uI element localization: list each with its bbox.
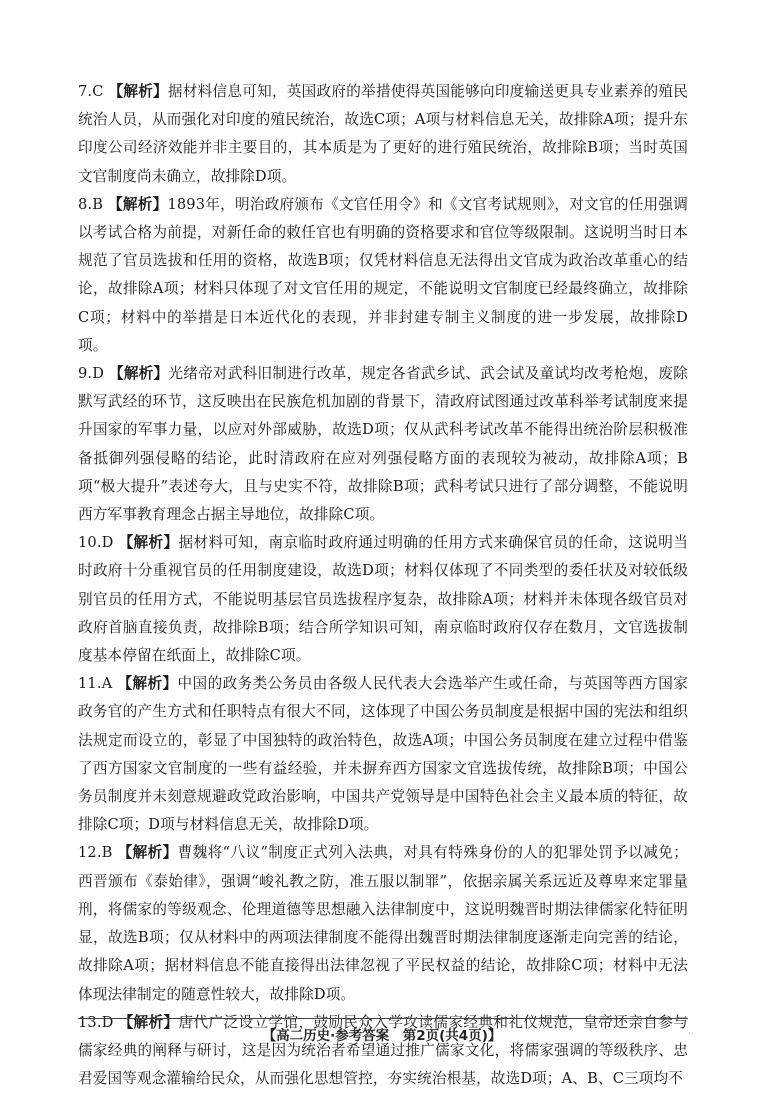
answer-number: 9.D xyxy=(78,365,105,383)
answer-text: 中国的政务类公务员由各级人民代表大会选举产生或任命，与英国等西方国家政务官的产生方式和任职特点有很大不同，这体现了中国公务员制度是根据中国的宪法和组织法规定而设立的，彰显了中国独特的政治特色，故选A项；中国公务员制度在建立过程中借鉴了西方国家文官制度的一些有益经验，并未摒弃西方国家文官选拔传统，故排除B项；中国公务员制度并未刻意规避政党政治影响，中国共产党领导是中国特色社会主义最本质的特征，故排除C项；D项与材料信息无关，故排除D项。 xyxy=(78,675,688,834)
analysis-tag: 【解析】 xyxy=(108,83,168,100)
answer-text: 据材料信息可知，英国政府的举措使得英国能够向印度输送更具专业素养的殖民统治人员，从而强化对印度的殖民统治，故选C项；A项与材料信息无关，故排除A项；提升东印度公司经济效能并非主要目的，其本质是为了更好的进行殖民统治，故排除B项；当时英国文官制度尚未确立，故排除D项。 xyxy=(78,83,688,185)
answer-number: 8.B xyxy=(78,195,104,213)
analysis-tag: 【解析】 xyxy=(118,534,179,552)
analysis-tag: 【解析】 xyxy=(118,1013,179,1031)
answer-number: 11.A xyxy=(78,675,113,693)
analysis-tag: 【解析】 xyxy=(108,195,168,213)
footer-text: 【高二历史·参考答案 第2页(共4页)】 xyxy=(262,1028,502,1044)
answer-text: 据材料可知，南京临时政府通过明确的任用方式来确保官员的任命，这说明当时政府十分重视官员的任用制度建设，故选D项；材料仅体现了不同类型的委任状及对较低级别官员的任用方式，不能说明基层官员选拔程序复杂，故排除A项；材料并未体现各级官员对政府首脑直接负责，故排除B项；结合所学知识可知，南京临时政府仅存在数月，文官选拔制度基本停留在纸面上，故排除C项。 xyxy=(78,534,688,665)
answer-item-12 xyxy=(78,839,688,1008)
answer-item-9 xyxy=(78,360,688,529)
answer-text: 1893年，明治政府颁布《文官任用令》和《文官考试规则》，对文官的任用强调以考试合格为前提，对新任命的敕任官也有明确的资格要求和官位等级限制。这说明当时日本规范了官员选拔和任用的资格，故选B项；仅凭材料信息无法得出文官成为政治改革重心的结论，故排除A项；材料只体现了对文官任用的规定，不能说明文官制度已经最终确立，故排除C项；材料中的举措是日本近代化的表现，并非封建专制主义制度的进一步发展，故排除D项。 xyxy=(78,195,688,354)
analysis-tag: 【解析】 xyxy=(108,365,169,383)
answer-item-13 xyxy=(78,1009,688,1093)
answer-number: 7.C xyxy=(78,83,104,100)
analysis-tag: 【解析】 xyxy=(117,675,178,693)
answer-text: 光绪帝对武科旧制进行改革，规定各省武乡试、武会试及童试均改考枪炮，废除默写武经的环节，这反映出在民族危机加剧的背景下，清政府试图通过改革科举考试制度来提升国家的军事力量，以应对外部威胁，故选D项；仅从武科考试改革不能得出统治阶层积极准备抵御列强侵略的结论，此时清政府在应对列强侵略方面的表现较为被动，故排除A项；B项“极大提升”表述夸大，且与史实不符，故排除B项；武科考试只进行了部分调整，不能说明西方军事教育理念占据主导地位，故排除C项。 xyxy=(78,365,688,524)
answer-text: 唐代广泛设立学馆，鼓励民众入学攻读儒家经典和礼仪规范，皇帝还亲自参与儒家经典的阐释与研讨，这是因为统治者希望通过推广儒家文化，将儒家强调的等级秩序、忠君爱国等观念灌输给民众，从而强化思想管控，夯实统治根基，故选D项；A、B、C三项均不 xyxy=(78,1013,688,1088)
footer-divider xyxy=(78,1018,688,1019)
answer-item-11 xyxy=(78,670,688,839)
answer-text: 曹魏将“八议”制度正式列入法典，对具有特殊身份的人的犯罪处罚予以减免；西晋颁布《泰始律》，强调“峻礼教之防，准五服以制罪”，依据亲属关系远近及尊卑来定罪量刑，将儒家的等级观念、伦理道德等思想融入法律制度中，这说明魏晋时期法律儒家化特征明显，故选B项；仅从材料中的两项法律制度不能得出魏晋时期法律制度逐渐走向完善的结论，故排除A项；据材料信息不能直接得出法律忽视了平民权益的结论，故排除C项；材料中无法体现法律制定的随意性较大，故排除D项。 xyxy=(78,844,688,1003)
footer-mark: .. xyxy=(687,1026,694,1037)
answer-list xyxy=(78,78,688,1093)
answer-number: 10.D xyxy=(78,534,114,552)
answer-number: 12.B xyxy=(78,844,113,862)
answer-item-10 xyxy=(78,529,688,670)
page-footer xyxy=(0,1024,764,1044)
analysis-tag: 【解析】 xyxy=(117,844,178,862)
answer-item-8 xyxy=(78,191,688,360)
answer-number: 13.D xyxy=(78,1013,114,1031)
answer-item-7 xyxy=(78,78,688,191)
